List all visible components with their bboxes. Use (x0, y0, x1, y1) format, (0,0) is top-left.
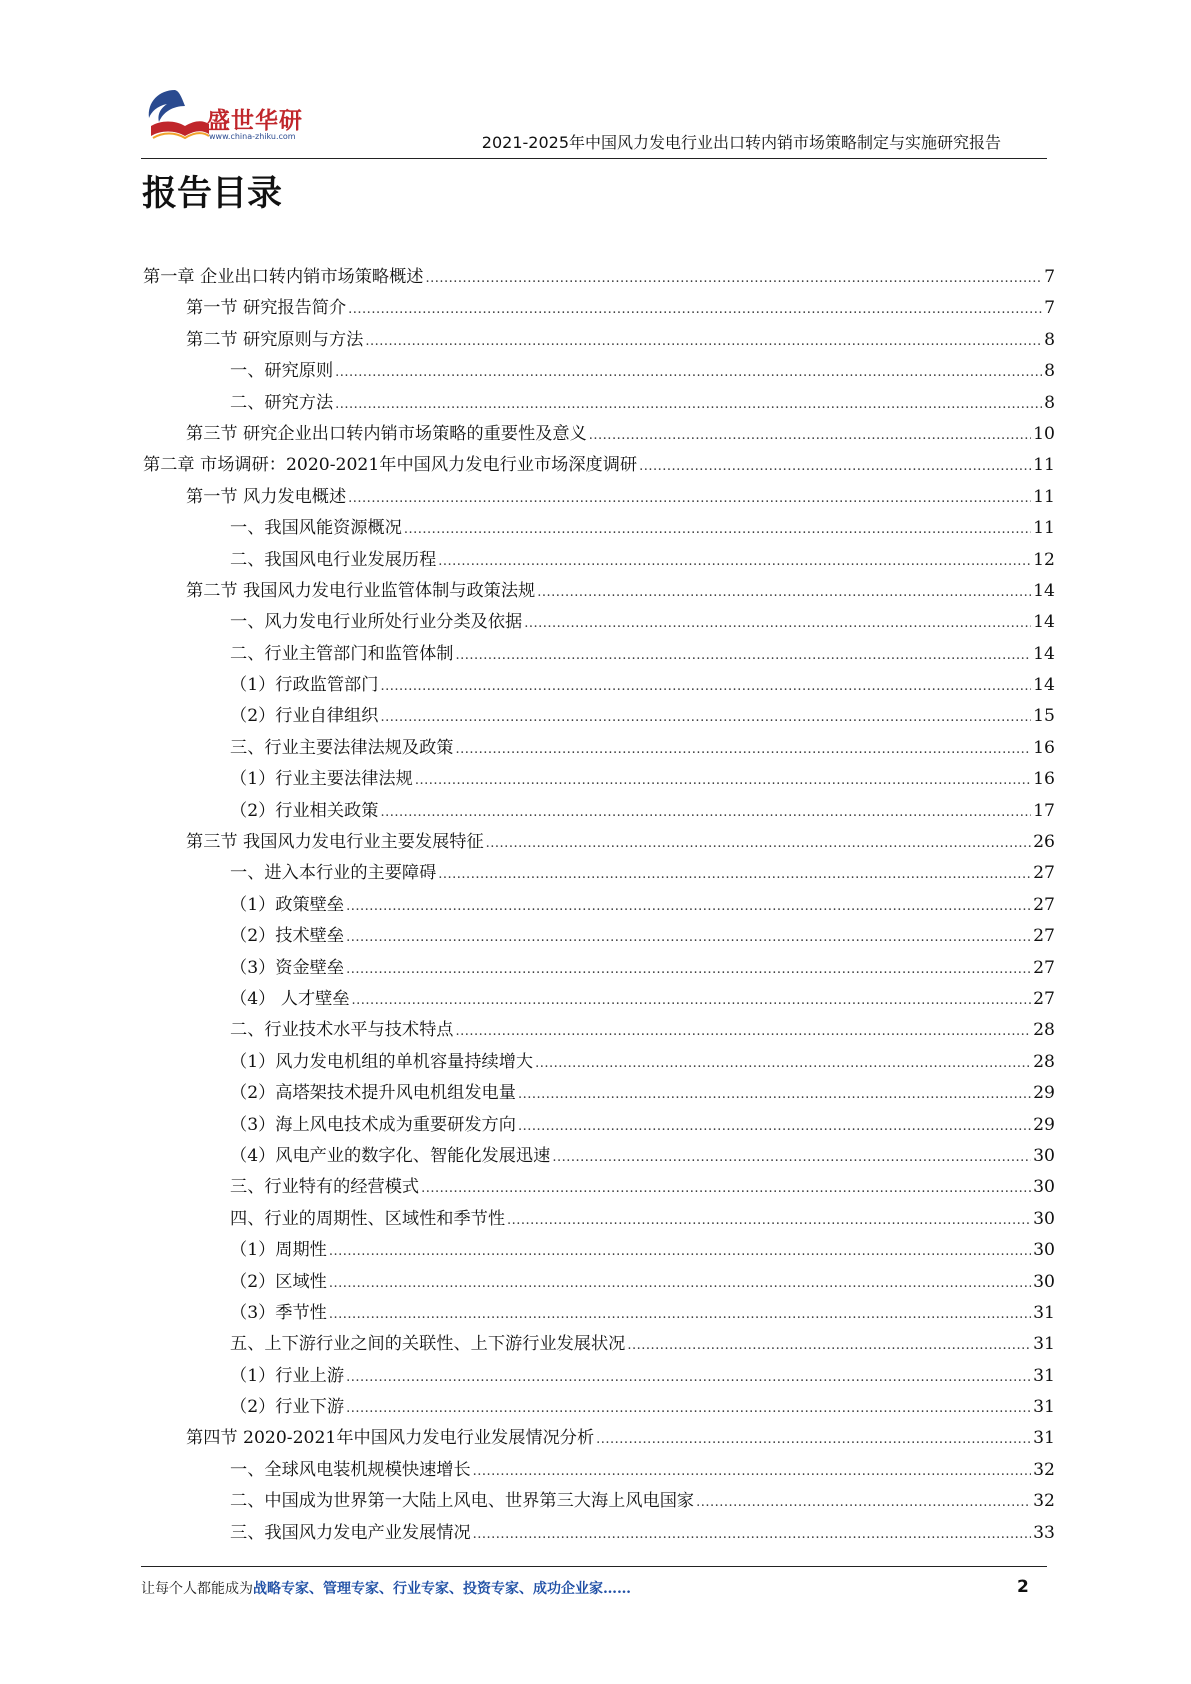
toc-entry-title: 第三节 研究企业出口转内销市场策略的重要性及意义 (186, 423, 587, 444)
toc-leader-dots (421, 1172, 1031, 1204)
toc-entry-title: （4）风电产业的数字化、智能化发展迅速 (230, 1145, 551, 1166)
toc-leader-dots (473, 1455, 1031, 1487)
toc-entry-title: 一、研究原则 (230, 361, 334, 382)
toc-entry[interactable] (143, 1486, 1055, 1517)
toc-entry-page: 30 (1033, 1145, 1055, 1166)
toc-entry-title: 二、行业主管部门和监管体制 (230, 643, 454, 664)
toc-entry-title: （2）行业相关政策 (230, 800, 379, 821)
toc-entry-title: 三、行业主要法律法规及政策 (230, 737, 454, 758)
toc-entry-title: （2）技术壁垒 (230, 926, 345, 947)
toc-entry-title: 二、研究方法 (230, 392, 334, 413)
toc-leader-dots (518, 1110, 1031, 1142)
toc-entry-page: 33 (1033, 1522, 1055, 1543)
toc-entry-page: 30 (1033, 1271, 1055, 1292)
toc-entry[interactable] (143, 262, 1055, 293)
logo-url: www.china-zhiku.com (209, 132, 296, 141)
toc-leader-dots (329, 1267, 1031, 1299)
toc-entry[interactable] (143, 639, 1055, 670)
toc-entry-page: 14 (1033, 675, 1055, 696)
toc-entry-title: （3）海上风电技术成为重要研发方向 (230, 1114, 516, 1135)
toc-entry-page: 8 (1044, 329, 1055, 350)
toc-entry-title: （1）行业主要法律法规 (230, 769, 413, 790)
toc-leader-dots (535, 1047, 1031, 1079)
toc-leader-dots (352, 984, 1032, 1016)
toc-entry-page: 31 (1033, 1334, 1055, 1355)
footer-divider (141, 1566, 1047, 1567)
toc-entry-title: （1）风力发电机组的单机容量持续增大 (230, 1051, 534, 1072)
toc-entry-title: 三、行业特有的经营模式 (230, 1177, 420, 1198)
toc-entry-title: 第二节 我国风力发电行业监管体制与政策法规 (186, 580, 536, 601)
toc-entry-title: 二、行业技术水平与技术特点 (230, 1020, 454, 1041)
toc-entry[interactable] (143, 890, 1055, 921)
toc-entry[interactable] (143, 356, 1055, 387)
toc-leader-dots (404, 513, 1031, 545)
toc-entry-page: 16 (1033, 769, 1055, 790)
toc-entry-title: 第一节 风力发电概述 (186, 486, 347, 507)
toc-leader-dots (335, 388, 1042, 420)
toc-entry[interactable] (143, 858, 1055, 889)
toc-entry[interactable] (143, 482, 1055, 513)
toc-entry[interactable] (143, 388, 1055, 419)
toc-entry-title: 第四节 2020-2021年中国风力发电行业发展情况分析 (186, 1428, 595, 1449)
toc-leader-dots (696, 1486, 1031, 1518)
toc-entry[interactable] (143, 1235, 1055, 1266)
toc-leader-dots (335, 356, 1042, 388)
toc-entry[interactable] (143, 513, 1055, 544)
toc-entry-page: 30 (1033, 1240, 1055, 1261)
toc-entry-page: 31 (1033, 1302, 1055, 1323)
toc-leader-dots (473, 1518, 1031, 1550)
toc-entry-page: 27 (1033, 894, 1055, 915)
page-header (141, 82, 1047, 159)
toc-entry-title: 一、我国风能资源概况 (230, 518, 402, 539)
toc-entry-page: 30 (1033, 1208, 1055, 1229)
toc-entry-page: 7 (1044, 267, 1055, 287)
toc-entry-page: 31 (1033, 1397, 1055, 1418)
logo-emblem-icon (141, 82, 211, 152)
toc-entry-title: 一、风力发电行业所处行业分类及依据 (230, 612, 523, 633)
toc-entry[interactable] (143, 733, 1055, 764)
toc-entry[interactable] (143, 1518, 1055, 1549)
toc-entry-title: （2）行业下游 (230, 1397, 345, 1418)
toc-entry-title: （2）区域性 (230, 1271, 327, 1292)
toc-leader-dots (537, 576, 1031, 608)
toc-entry-page: 27 (1033, 988, 1055, 1009)
toc-entry[interactable] (143, 545, 1055, 576)
toc-entry[interactable] (143, 764, 1055, 795)
toc-entry[interactable] (143, 1298, 1055, 1329)
toc-leader-dots (639, 450, 1031, 482)
page-title: 报告目录 (142, 174, 283, 214)
toc-entry-title: 一、全球风电装机规模快速增长 (230, 1459, 471, 1480)
toc-entry-title: 三、我国风力发电产业发展情况 (230, 1522, 471, 1543)
toc-leader-dots (346, 1361, 1031, 1393)
toc-entry-page: 32 (1033, 1459, 1055, 1480)
toc-leader-dots (627, 1329, 1031, 1361)
toc-leader-dots (438, 858, 1031, 890)
toc-entry-page: 28 (1033, 1051, 1055, 1072)
toc-entry[interactable] (143, 1204, 1055, 1235)
toc-leader-dots (365, 325, 1042, 357)
toc-entry-page: 8 (1044, 361, 1055, 382)
toc-leader-dots (415, 764, 1031, 796)
toc-entry[interactable] (143, 1015, 1055, 1046)
toc-leader-dots (380, 670, 1031, 702)
toc-leader-dots (346, 1392, 1031, 1424)
toc-entry-page: 31 (1033, 1365, 1055, 1386)
toc-entry-title: 第二章 市场调研：2020-2021年中国风力发电行业市场深度调研 (143, 455, 638, 476)
toc-leader-dots (425, 262, 1042, 294)
toc-entry[interactable] (143, 1172, 1055, 1203)
toc-entry-title: 第一节 研究报告简介 (186, 298, 347, 319)
toc-entry[interactable] (143, 670, 1055, 701)
toc-entry-page: 27 (1033, 957, 1055, 978)
toc-entry-title: 第三节 我国风力发电行业主要发展特征 (186, 832, 484, 853)
toc-leader-dots (346, 921, 1031, 953)
toc-entry-page: 15 (1033, 706, 1055, 727)
toc-entry-page: 17 (1033, 800, 1055, 821)
toc-leader-dots (438, 545, 1031, 577)
toc-leader-dots (346, 953, 1031, 985)
toc-entry-page: 28 (1033, 1020, 1055, 1041)
toc-entry-page: 10 (1033, 423, 1055, 444)
toc-entry-title: 二、我国风电行业发展历程 (230, 549, 437, 570)
toc-leader-dots (507, 1204, 1031, 1236)
toc-leader-dots (455, 733, 1031, 765)
toc-entry-page: 14 (1033, 643, 1055, 664)
toc-entry-page: 11 (1033, 455, 1055, 476)
toc-entry[interactable] (143, 921, 1055, 952)
page-number: 2 (1017, 1577, 1029, 1597)
toc-entry[interactable] (143, 984, 1055, 1015)
toc-entry-title: （1）政策壁垒 (230, 894, 345, 915)
toc-leader-dots (329, 1235, 1031, 1267)
toc-entry[interactable] (143, 419, 1055, 450)
company-logo (141, 82, 311, 152)
toc-leader-dots (596, 1423, 1031, 1455)
toc-entry-title: 五、上下游行业之间的关联性、上下游行业发展状况 (230, 1334, 626, 1355)
toc-entry[interactable] (143, 1361, 1055, 1392)
toc-entry-title: （4） 人才壁垒 (230, 988, 350, 1009)
toc-entry-page: 8 (1044, 392, 1055, 413)
toc-entry-page: 16 (1033, 737, 1055, 758)
toc-entry-page: 14 (1033, 612, 1055, 633)
toc-entry-page: 7 (1044, 298, 1055, 319)
toc-entry[interactable] (143, 576, 1055, 607)
toc-entry[interactable] (143, 1110, 1055, 1141)
footer-slogan-prefix: 让每个人都能成为 (141, 1581, 253, 1597)
toc-entry-page: 29 (1033, 1114, 1055, 1135)
toc-leader-dots (380, 796, 1031, 828)
toc-entry[interactable] (143, 293, 1055, 324)
toc-entry-title: 一、进入本行业的主要障碍 (230, 863, 437, 884)
toc-entry[interactable] (143, 1267, 1055, 1298)
toc-entry-title: （1）行业上游 (230, 1365, 345, 1386)
logo-name: 盛世华研 (207, 108, 303, 134)
toc-entry-page: 27 (1033, 926, 1055, 947)
toc-entry-page: 27 (1033, 863, 1055, 884)
toc-leader-dots (518, 1078, 1031, 1110)
toc-leader-dots (348, 293, 1042, 325)
toc-entry[interactable] (143, 827, 1055, 858)
toc-entry[interactable] (143, 325, 1055, 356)
toc-entry-page: 31 (1033, 1428, 1055, 1449)
toc-entry-title: （2）高塔架技术提升风电机组发电量 (230, 1083, 516, 1104)
toc-entry-title: （1）行政监管部门 (230, 675, 379, 696)
toc-entry[interactable] (143, 607, 1055, 638)
toc-entry-title: （3）资金壁垒 (230, 957, 345, 978)
toc-leader-dots (329, 1298, 1031, 1330)
toc-entry[interactable] (143, 1392, 1055, 1423)
toc-entry-title: （1）周期性 (230, 1240, 327, 1261)
toc-entry-page: 11 (1033, 518, 1055, 539)
toc-entry-page: 14 (1033, 580, 1055, 601)
toc-entry-page: 26 (1033, 832, 1055, 853)
toc-leader-dots (486, 827, 1031, 859)
toc-entry-page: 12 (1033, 549, 1055, 570)
toc-entry[interactable] (143, 701, 1055, 732)
toc-entry-page: 32 (1033, 1491, 1055, 1512)
toc-leader-dots (380, 701, 1031, 733)
footer-slogan (141, 1578, 631, 1598)
toc-entry-title: （3）季节性 (230, 1302, 327, 1323)
toc-leader-dots (524, 607, 1031, 639)
toc-leader-dots (589, 419, 1031, 451)
toc-leader-dots (455, 639, 1031, 671)
toc-entry[interactable] (143, 953, 1055, 984)
toc-entry[interactable] (143, 1329, 1055, 1360)
toc-entry-title: 第一章 企业出口转内销市场策略概述 (143, 267, 424, 287)
toc-entry[interactable] (143, 1423, 1055, 1454)
toc-entry[interactable] (143, 1047, 1055, 1078)
report-title: 2021-2025年中国风力发电行业出口转内销市场策略制定与实施研究报告 (481, 133, 1001, 152)
toc-entry-title: 四、行业的周期性、区域性和季节性 (230, 1208, 506, 1229)
toc-leader-dots (346, 890, 1031, 922)
table-of-contents (143, 262, 1055, 1549)
toc-entry[interactable] (143, 796, 1055, 827)
toc-entry-title: （2）行业自律组织 (230, 706, 379, 727)
toc-entry-page: 11 (1033, 486, 1055, 507)
toc-entry-page: 30 (1033, 1177, 1055, 1198)
toc-leader-dots (552, 1141, 1031, 1173)
toc-entry[interactable] (143, 450, 1055, 481)
toc-entry-page: 29 (1033, 1083, 1055, 1104)
footer-slogan-highlight: 战略专家、管理专家、行业专家、投资专家、成功企业家…… (253, 1581, 631, 1597)
toc-entry[interactable] (143, 1141, 1055, 1172)
toc-entry-title: 第二节 研究原则与方法 (186, 329, 364, 350)
toc-entry-title: 二、中国成为世界第一大陆上风电、世界第三大海上风电国家 (230, 1491, 695, 1512)
toc-entry[interactable] (143, 1078, 1055, 1109)
toc-leader-dots (455, 1015, 1031, 1047)
toc-entry[interactable] (143, 1455, 1055, 1486)
toc-leader-dots (348, 482, 1031, 514)
